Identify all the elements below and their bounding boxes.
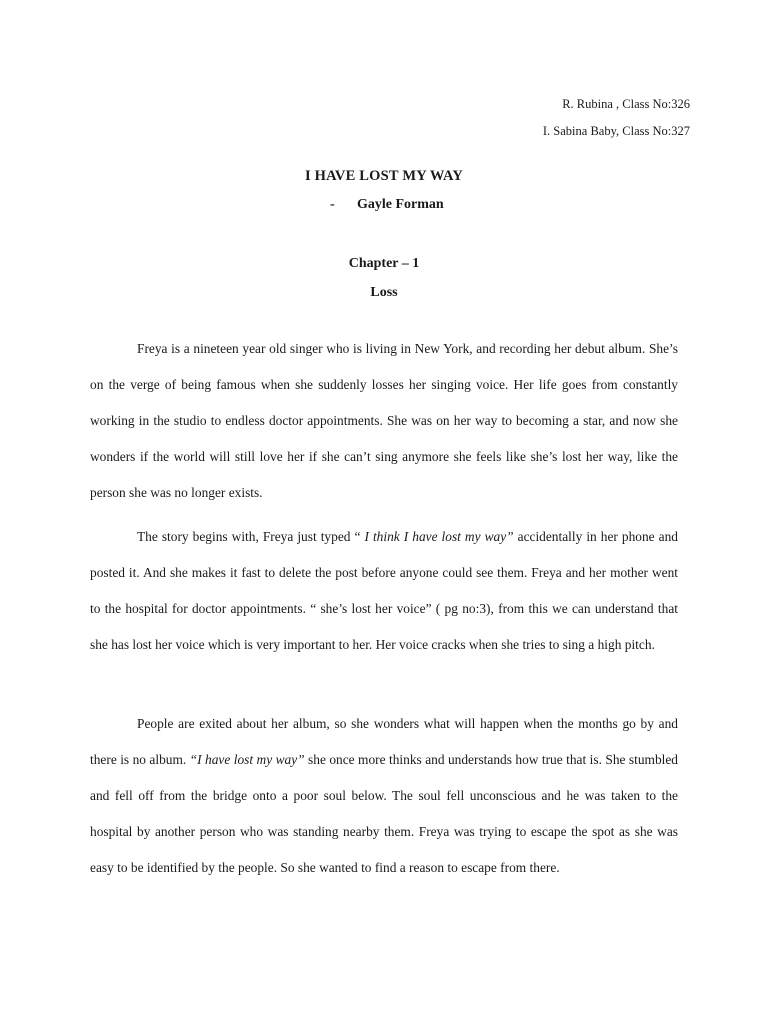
paragraph-1-text: Freya is a nineteen year old singer who is living in New York, and recording her debut album. She’s on the verge of being famous when she suddenly losses her singing voice. Her life goes from constantly working in the studio to endless doctor appointments. She was on her way to becoming a star, and now she wonders if the world will still love her if she can’t sing anymore she feels like she’s lost her way, like the person she was no longer exists. xyxy=(90,341,678,500)
quote-i-think: I think I have lost my way” xyxy=(364,529,514,544)
author-line-sabina: I. Sabina Baby, Class No:327 xyxy=(542,124,690,138)
paragraph-2-text: The story begins with, Freya just typed “ I think I have lost my way” accidentally in her phone and posted it. And she makes it fast to delete the post before anyone could see them. Freya and her mother went to the hospital for doctor appointments. “ she’s lost her voice” ( pg no:3), from this we can understand that she has lost her voice which is very important to her. Her voice cracks when she tries to sing a high pitch. xyxy=(90,529,678,652)
quote-i-have-lost: “I have lost my way” xyxy=(189,752,305,767)
author-credits xyxy=(543,91,690,145)
byline-dash: - xyxy=(330,197,335,212)
chapter-name: Loss xyxy=(370,285,398,300)
chapter-heading xyxy=(0,255,768,313)
book-author xyxy=(330,197,444,213)
paragraph-2 xyxy=(90,519,678,663)
book-title: I HAVE LOST MY WAY xyxy=(304,168,464,184)
paragraph-1 xyxy=(90,331,678,511)
author-line-rubina: R. Rubina , Class No:326 xyxy=(562,97,690,111)
paragraph-3 xyxy=(90,706,678,886)
chapter-number: Chapter – 1 xyxy=(348,256,420,271)
paragraph-3-text: People are exited about her album, so she wonders what will happen when the months go by and there is no album. “I have lost my way” she once more thinks and understands how true that is. She stumbled and fell off from the bridge onto a poor soul below. The soul fell unconscious and he was taken to the hospital by another person who was standing nearby them. Freya was trying to escape the spot as she was easy to be identified by the people. So she wanted to find a reason to escape from there. xyxy=(90,716,678,875)
book-author-name: Gayle Forman xyxy=(357,197,444,212)
